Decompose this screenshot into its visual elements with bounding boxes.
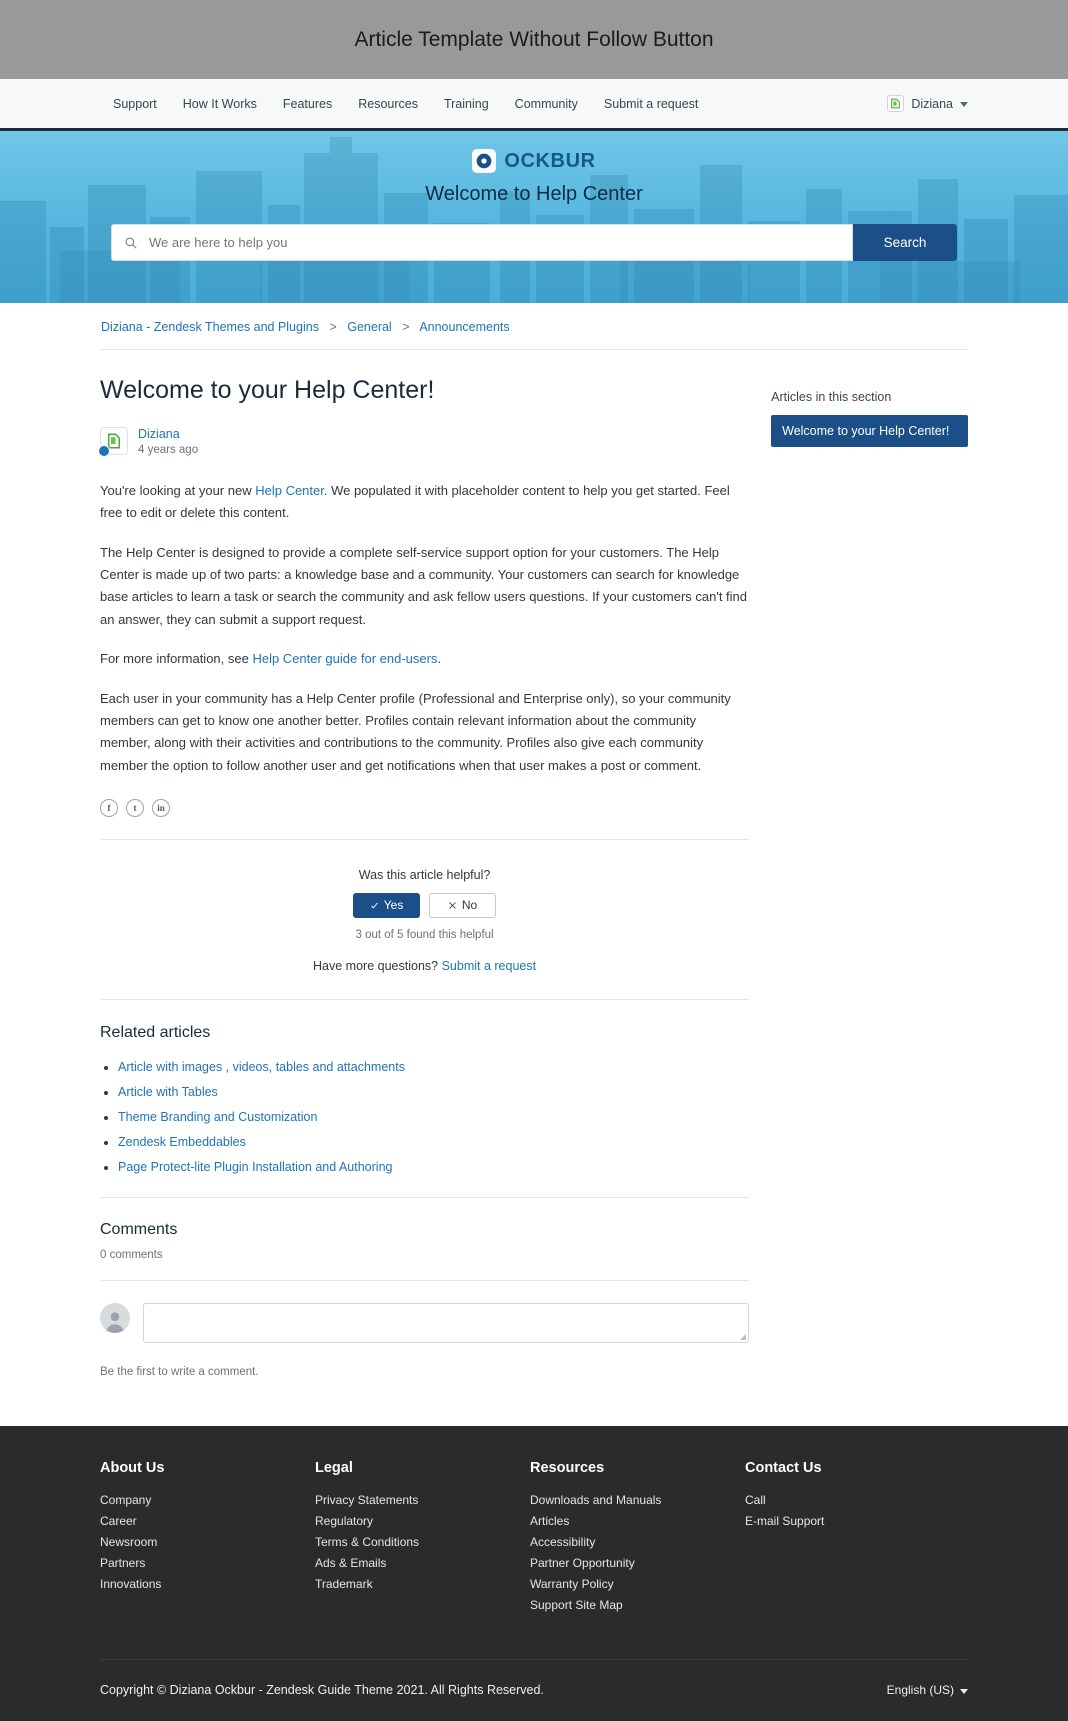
footer-link-innovations[interactable]: Innovations [100,1576,162,1591]
footer-heading: Resources [530,1459,605,1476]
author-name[interactable]: Diziana [138,427,180,441]
article-body [100,480,749,777]
list-item [118,1160,749,1174]
comments-count: 0 comments [100,1249,749,1281]
nav-item-community[interactable]: Community [514,96,578,111]
search-input[interactable] [147,234,840,251]
footer-heading: Contact Us [745,1459,822,1476]
comment-hint: Be the first to write a comment. [100,1365,259,1378]
verified-badge-icon [98,445,110,457]
breadcrumb-item-general[interactable]: General [347,320,392,334]
article-paragraph [100,648,749,670]
article-date: 4 years ago [138,444,199,456]
article-paragraph: The Help Center is designed to provide a complete self-service support option for your customers. The Help Center is made up of two parts: a knowledge base and a community. Your customers can search for knowledge base articles to learn a task or search the community and ask fellow users questions. If your customers can't find an answer, they can submit a support request. [100,544,748,627]
submit-request-link[interactable]: Submit a request [441,958,537,973]
breadcrumb-item-root[interactable]: Diziana - Zendesk Themes and Plugins [101,320,319,334]
list-item [118,1135,749,1149]
related-articles [100,999,749,1174]
more-questions [100,959,749,973]
search-box[interactable] [111,224,853,261]
top-navigation [0,79,1068,131]
footer-heading: About Us [100,1459,165,1476]
paragraph-text: . We populated it with placeholder content to help you get started. Feel free to edit or delete this content. [100,483,730,521]
language-selector[interactable] [887,1683,968,1697]
chevron-down-icon [960,1689,968,1694]
footer-column-legal [315,1460,530,1619]
breadcrumb-separator: > [329,320,337,334]
article-column [100,376,749,1378]
footer-column-contact-us [745,1460,960,1619]
nav-item-training[interactable]: Training [443,96,489,111]
footer-column-about-us [100,1460,315,1619]
inline-link-help-center[interactable]: Help Center [255,483,324,498]
related-article-link[interactable]: Page Protect-lite Plugin Installation and Authoring [118,1159,393,1174]
sidebar-item-welcome-to-your-help-center[interactable]: Welcome to your Help Center! [771,415,968,447]
comment-input[interactable] [143,1303,749,1343]
footer-link-terms-conditions[interactable]: Terms & Conditions [315,1534,420,1549]
nav-links [113,97,698,111]
article-paragraph [100,480,749,525]
footer-link-downloads-and-manuals[interactable]: Downloads and Manuals [530,1492,662,1507]
footer-link-call[interactable]: Call [745,1492,766,1507]
footer-link-newsroom[interactable]: Newsroom [100,1534,158,1549]
nav-item-features[interactable]: Features [282,96,333,111]
paragraph-text: You're looking at your new [100,483,256,498]
nav-item-submit-a-request[interactable]: Submit a request [603,96,699,111]
user-menu-label: Diziana [911,96,953,111]
footer-link-company[interactable]: Company [100,1492,152,1507]
vote-yes-button[interactable] [353,893,420,918]
breadcrumb-item-announcements[interactable]: Announcements [419,320,510,334]
share-links [100,799,749,817]
more-questions-label: Have more questions? [313,958,439,973]
twitter-icon[interactable]: t [126,799,144,817]
search-icon [124,236,138,250]
nav-item-resources[interactable]: Resources [358,96,418,111]
brand [472,149,595,173]
footer-link-partners[interactable]: Partners [100,1555,146,1570]
brand-logo-icon [472,149,496,173]
footer-link-career[interactable]: Career [100,1513,137,1528]
footer [0,1426,1068,1721]
brand-name: OCKBUR [504,149,596,172]
footer-link-warranty-policy[interactable]: Warranty Policy [530,1576,614,1591]
article-paragraph: Each user in your community has a Help Center profile (Professional and Enterprise only), so your community members can get to know one another better. Profiles contain relevant information about the community member, along with their activities and contributions to the community. Profiles also give each community member the option to follow another user and get notifications when that user makes a post or comment. [100,690,731,773]
related-articles-heading: Related articles [100,1023,211,1041]
vote-count: 3 out of 5 found this helpful [355,928,494,941]
author-avatar-icon [100,427,128,455]
list-item [118,1085,749,1099]
footer-link-articles[interactable]: Articles [530,1513,570,1528]
breadcrumb [100,303,968,350]
footer-link-regulatory[interactable]: Regulatory [315,1513,374,1528]
list-item [118,1060,749,1074]
paragraph-text: For more information, see [100,651,253,667]
related-article-link[interactable]: Article with images , videos, tables and attachments [118,1059,405,1074]
inline-link-guide[interactable]: Help Center guide for end-users [252,651,438,667]
article-vote [100,839,749,973]
related-article-link[interactable]: Zendesk Embeddables [118,1134,246,1149]
facebook-icon[interactable]: f [100,799,118,817]
hero-banner [0,131,1068,303]
related-article-link[interactable]: Article with Tables [118,1084,218,1099]
footer-link-ads-emails[interactable]: Ads & Emails [315,1555,387,1570]
footer-link-partner-opportunity[interactable]: Partner Opportunity [530,1555,635,1570]
related-article-link[interactable]: Theme Branding and Customization [118,1109,318,1124]
linkedin-icon[interactable]: in [152,799,170,817]
check-icon [370,901,379,910]
user-menu[interactable] [887,95,968,112]
footer-link-support-site-map[interactable]: Support Site Map [530,1597,623,1612]
comments-section [100,1197,749,1378]
copyright: Copyright © Diziana Ockbur - Zendesk Guide Theme 2021. All Rights Reserved. [100,1683,544,1698]
chevron-down-icon [960,102,968,107]
vote-no-label: No [461,898,478,913]
footer-heading: Legal [315,1459,353,1476]
breadcrumb-separator: > [402,320,410,334]
comment-form [100,1303,749,1343]
user-avatar-icon [887,95,904,112]
nav-item-support[interactable]: Support [113,96,157,111]
comments-heading: Comments [100,1220,178,1238]
nav-item-how-it-works[interactable]: How It Works [182,96,257,111]
hero-title: Welcome to Help Center [425,183,643,205]
vote-question: Was this article helpful? [358,867,491,882]
paragraph-text: . [437,651,442,667]
vote-no-button[interactable] [429,893,496,918]
article-meta [100,427,749,456]
footer-link-trademark[interactable]: Trademark [315,1576,373,1591]
language-label: English (US) [886,1683,954,1698]
footer-column-resources [530,1460,745,1619]
sidebar [771,376,968,1378]
sidebar-heading: Articles in this section [771,390,892,404]
footer-link-accessibility[interactable]: Accessibility [530,1534,596,1549]
page-banner [0,0,1068,79]
x-icon [448,901,457,910]
list-item [118,1110,749,1124]
page-title: Welcome to your Help Center! [100,376,435,404]
footer-link-privacy-statements[interactable]: Privacy Statements [315,1492,419,1507]
search-bar [111,224,957,261]
page-banner-title: Article Template Without Follow Button [354,27,714,51]
vote-yes-label: Yes [383,898,404,913]
footer-link-email-support[interactable]: E-mail Support [745,1513,825,1528]
search-button[interactable]: Search [853,224,957,261]
user-avatar-icon [100,1303,130,1333]
